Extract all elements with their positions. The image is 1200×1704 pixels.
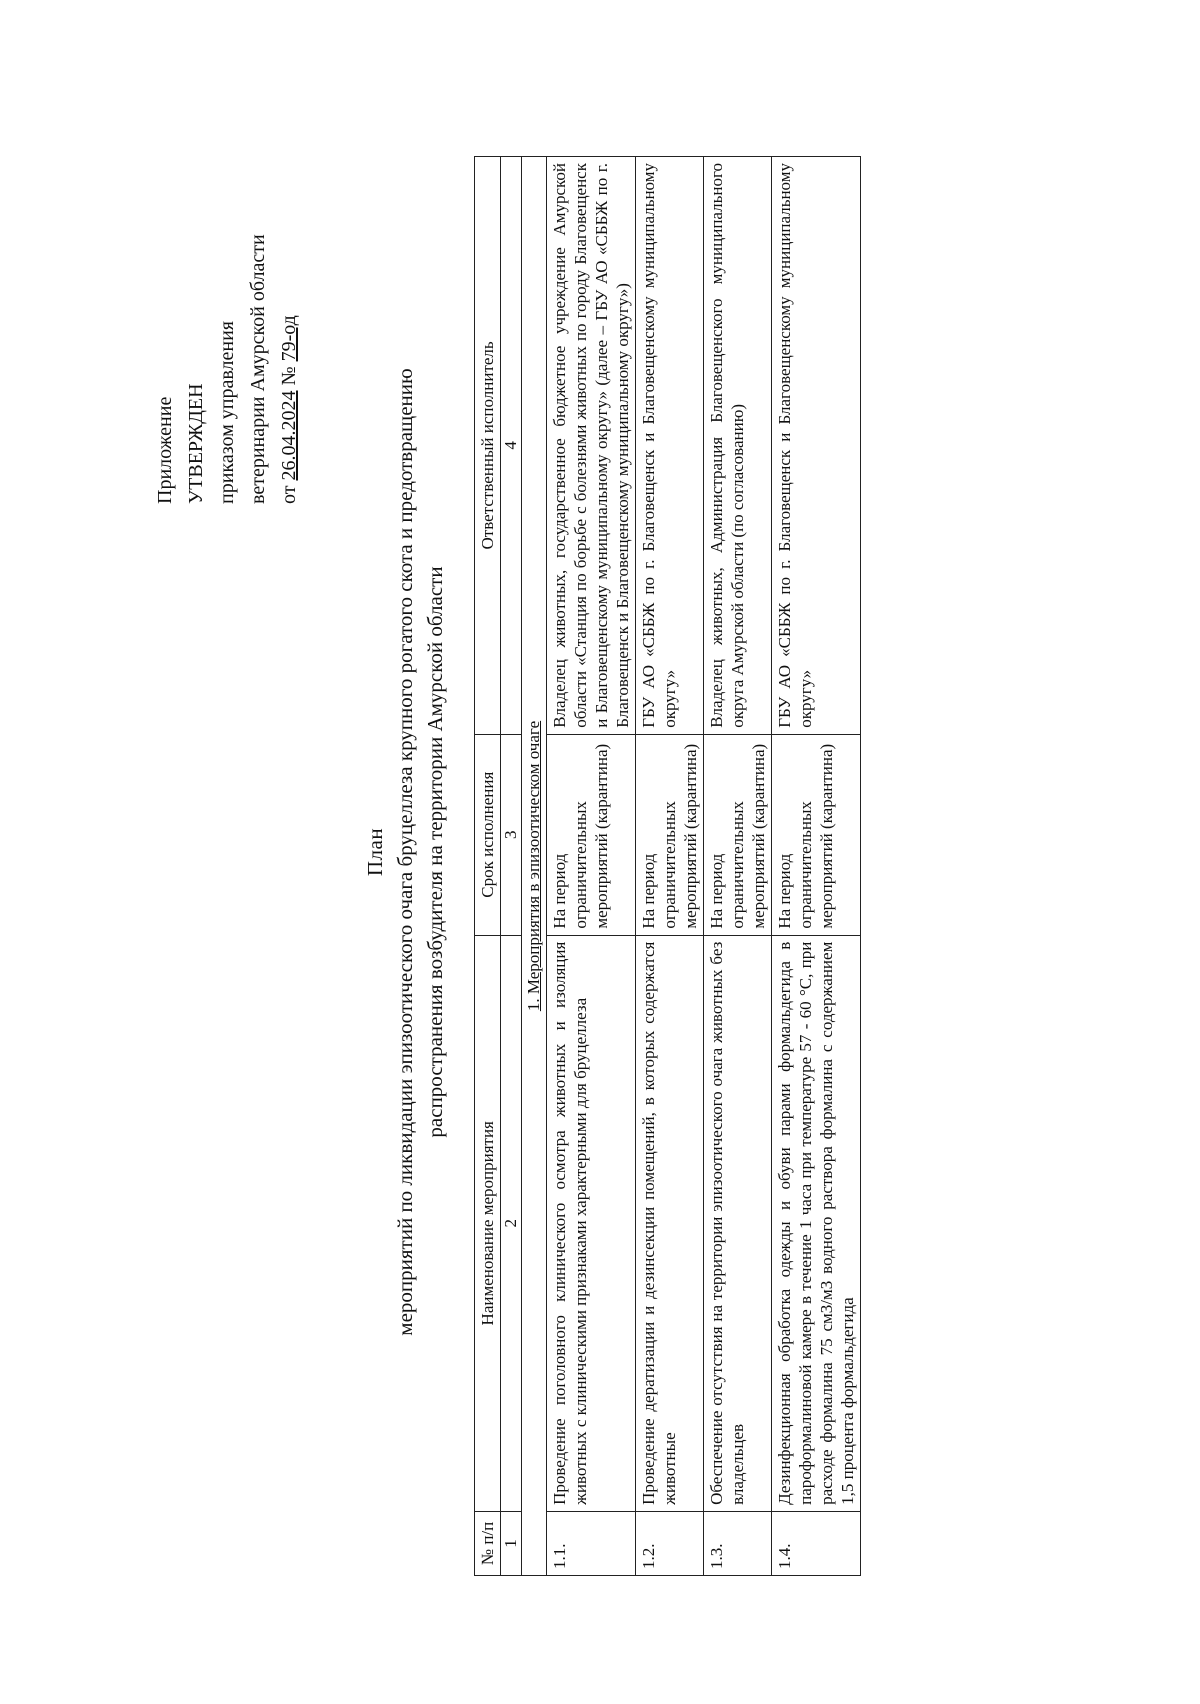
header-responsible: Ответственный исполнитель [475,157,501,735]
section-title [522,157,547,1576]
order-date: 26.04.2024 [278,390,300,481]
row-term: На период ограничительных мероприятий (карантина) [772,734,861,935]
table-row [704,157,772,1576]
row-name: Обеспечение отсутствия на территории эпизоотического очага животных без владельцев [704,935,772,1511]
row-responsible: ГБУ АО «СББЖ по г. Благовещенск и Благовещенскому муниципальному округу» [772,157,861,735]
approval-order-line [274,234,305,504]
table-row [547,157,636,1576]
row-num: 1.1. [547,1511,636,1575]
row-term: На период ограничительных мероприятий (карантина) [704,734,772,935]
header-name: Наименование мероприятия [475,935,501,1511]
order-mid: № [278,361,300,391]
column-number: 2 [501,935,522,1511]
order-prefix: от [278,480,300,504]
column-number: 1 [501,1511,522,1575]
column-number-row [501,157,522,1576]
plan-heading: План [363,827,387,877]
table-row [772,157,861,1576]
row-responsible: ГБУ АО «СББЖ по г. Благовещенск и Благовещенскому муниципальному округу» [636,157,704,735]
row-term: На период ограничительных мероприятий (карантина) [636,734,704,935]
row-name: Проведение дератизации и дезинсекции помещений, в которых содержатся животные [636,935,704,1511]
row-responsible: Владелец животных, Администрация Благовещенского муниципального округа Амурской области (по согласованию) [704,157,772,735]
row-name: Дезинфекционная обработка одежды и обуви парами формальдегида в пароформалиновой камере в течение 1 часа при температуре 57 - 60 °С, при расходе формалина 75 см3/м3 водного раствора формалина с содержанием 1,5 процента формальдегида [772,935,861,1511]
table-header-row [475,157,501,1576]
approval-line: ветеринарии Амурской области [247,234,269,504]
section-title-text: 1. Мероприятия в эпизоотическом очаге [524,720,543,1012]
order-number: 79-од [278,315,300,362]
row-num: 1.2. [636,1511,704,1575]
row-name: Проведение поголовного клинического осмотра животных и изоляция животных с клиническими признаками характерными для бруцеллеза [547,935,636,1511]
approval-line: приказом управления [216,321,238,504]
column-number: 4 [501,157,522,735]
row-term: На период ограничительных мероприятий (карантина) [547,734,636,935]
plan-table [474,156,861,1576]
row-num: 1.4. [772,1511,861,1575]
row-responsible: Владелец животных, государственное бюджетное учреждение Амурской области «Станция по борьбе с болезнями животных по городу Благовещенск и Благовещенскому муниципальному округу» (далее – ГБУ АО «СББЖ по г. Благовещенск и Благовещенскому муниципальному округу») [547,157,636,735]
row-num: 1.3. [704,1511,772,1575]
plan-subtitle-line1: мероприятий по ликвидации эпизоотического очага бруцеллеза крупного рогатого скота и предотвращению [393,368,417,1336]
header-num: № п/п [475,1511,501,1575]
section-row [522,157,547,1576]
approval-line: Приложение [154,396,176,504]
approval-stamp [150,234,305,504]
column-number: 3 [501,734,522,935]
plan-subtitle-line2: распространения возбудителя на территории Амурской области [423,566,447,1138]
table-row [636,157,704,1576]
approval-line: УТВЕРЖДЕН [185,383,207,504]
header-term: Срок исполнения [475,734,501,935]
plan-title-block [360,0,450,1704]
